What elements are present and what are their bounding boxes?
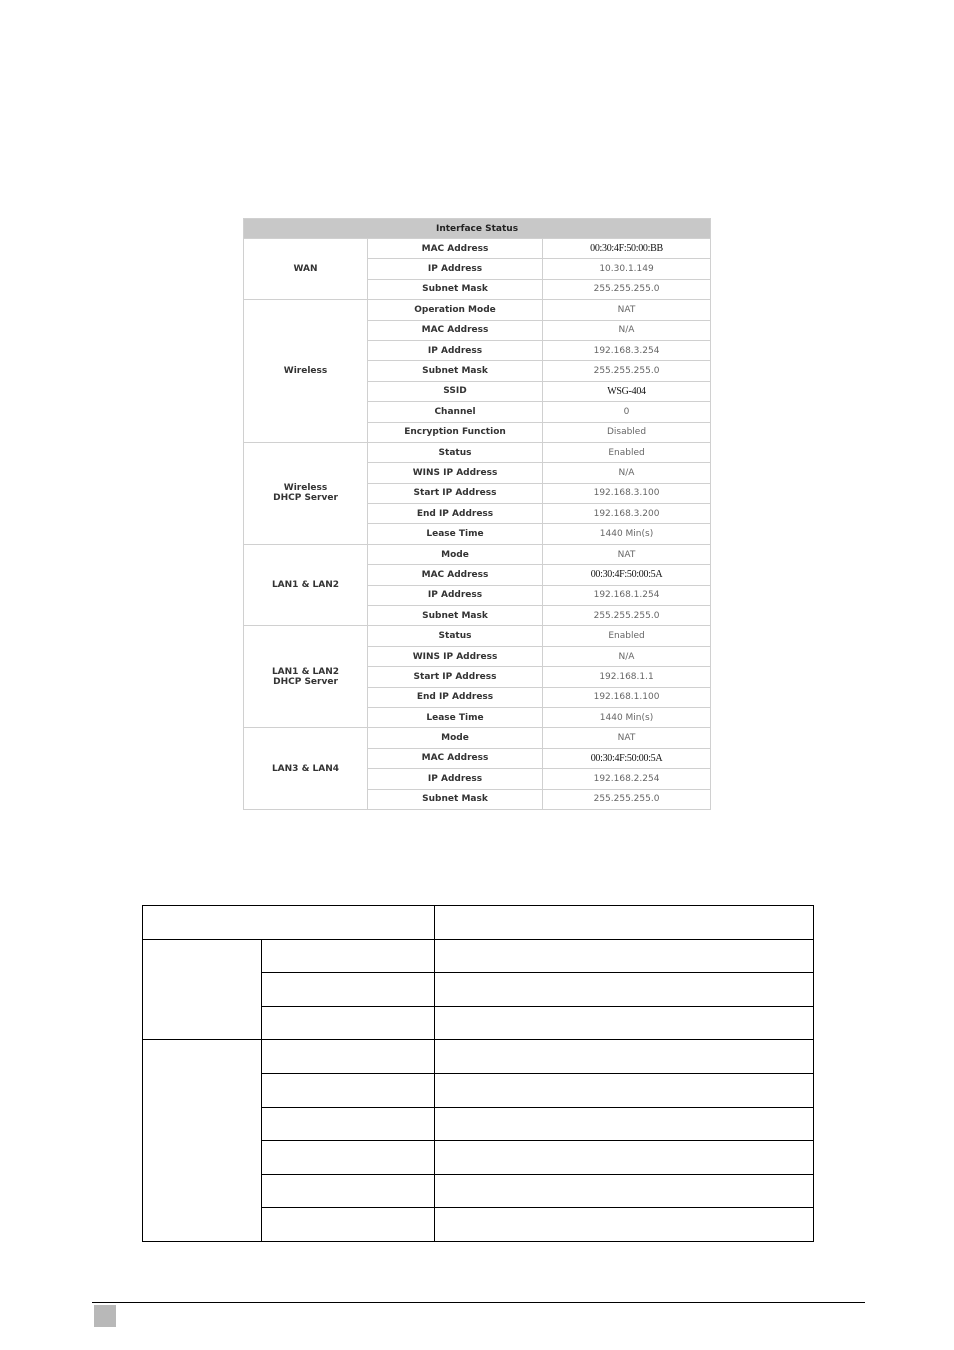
field-label: Start IP Address bbox=[368, 667, 543, 687]
table-cell bbox=[262, 1040, 435, 1074]
table-cell bbox=[435, 1040, 814, 1074]
table-row bbox=[143, 939, 814, 973]
field-value: 10.30.1.149 bbox=[543, 259, 711, 279]
field-label: MAC Address bbox=[368, 320, 543, 340]
field-label: Subnet Mask bbox=[368, 606, 543, 626]
field-value: NAT bbox=[543, 728, 711, 748]
field-label: MAC Address bbox=[368, 748, 543, 768]
table-row bbox=[244, 728, 711, 748]
table-row bbox=[244, 300, 711, 320]
footer-divider bbox=[92, 1302, 865, 1303]
table-row bbox=[244, 544, 711, 564]
field-value: N/A bbox=[543, 463, 711, 483]
field-value: NAT bbox=[543, 544, 711, 564]
field-value: 255.255.255.0 bbox=[543, 279, 711, 299]
field-label: Lease Time bbox=[368, 707, 543, 727]
field-label: WINS IP Address bbox=[368, 463, 543, 483]
field-value: 192.168.3.254 bbox=[543, 340, 711, 360]
group-label-wireless-dhcp bbox=[244, 442, 368, 544]
field-label: IP Address bbox=[368, 769, 543, 789]
table-cell bbox=[143, 906, 435, 940]
field-label: IP Address bbox=[368, 585, 543, 605]
table-cell bbox=[435, 906, 814, 940]
table-cell bbox=[262, 1208, 435, 1242]
field-value: 255.255.255.0 bbox=[543, 606, 711, 626]
field-value: 192.168.1.1 bbox=[543, 667, 711, 687]
field-label: End IP Address bbox=[368, 504, 543, 524]
field-value: WSG-404 bbox=[543, 381, 711, 401]
table-row bbox=[244, 239, 711, 259]
table-row bbox=[143, 1040, 814, 1074]
field-label: SSID bbox=[368, 381, 543, 401]
field-label: Subnet Mask bbox=[368, 279, 543, 299]
table-cell bbox=[262, 939, 435, 973]
field-label: IP Address bbox=[368, 259, 543, 279]
field-value: 192.168.1.254 bbox=[543, 585, 711, 605]
table-cell bbox=[143, 939, 262, 1040]
group-label-wan: WAN bbox=[244, 239, 368, 300]
table-cell bbox=[262, 1006, 435, 1040]
group-label-lan3-lan4: LAN3 & LAN4 bbox=[244, 728, 368, 810]
group-label-line: Wireless bbox=[283, 483, 328, 494]
group-label-lan1-lan2: LAN1 & LAN2 bbox=[244, 544, 368, 626]
table-cell bbox=[435, 1073, 814, 1107]
group-label-line: DHCP Server bbox=[273, 676, 338, 687]
field-value: 0 bbox=[543, 402, 711, 422]
field-label: Channel bbox=[368, 402, 543, 422]
table-header-row bbox=[143, 906, 814, 940]
field-value: N/A bbox=[543, 646, 711, 666]
field-label: Operation Mode bbox=[368, 300, 543, 320]
table-cell bbox=[435, 1208, 814, 1242]
table-cell bbox=[435, 1141, 814, 1175]
group-label-line: LAN1 & LAN2 bbox=[271, 666, 340, 677]
table-cell bbox=[262, 1141, 435, 1175]
table-cell bbox=[435, 1174, 814, 1208]
field-label: Encryption Function bbox=[368, 422, 543, 442]
field-value: Enabled bbox=[543, 442, 711, 462]
table-cell bbox=[143, 1040, 262, 1242]
page-number-box bbox=[94, 1305, 116, 1327]
field-label: Lease Time bbox=[368, 524, 543, 544]
table-title: Interface Status bbox=[244, 219, 711, 239]
interface-status-table bbox=[243, 218, 711, 810]
field-label: WINS IP Address bbox=[368, 646, 543, 666]
field-label: Start IP Address bbox=[368, 483, 543, 503]
table-cell bbox=[262, 973, 435, 1007]
field-label: Status bbox=[368, 442, 543, 462]
field-label: Status bbox=[368, 626, 543, 646]
field-value: Disabled bbox=[543, 422, 711, 442]
field-value: 1440 Min(s) bbox=[543, 707, 711, 727]
table-cell bbox=[262, 1073, 435, 1107]
table-row bbox=[244, 626, 711, 646]
field-value: 00:30:4F:50:00:BB bbox=[543, 239, 711, 259]
field-value: 192.168.3.200 bbox=[543, 504, 711, 524]
field-value: 00:30:4F:50:00:5A bbox=[543, 748, 711, 768]
field-label: Mode bbox=[368, 728, 543, 748]
group-label-line: DHCP Server bbox=[273, 493, 338, 504]
field-label: End IP Address bbox=[368, 687, 543, 707]
field-label: Subnet Mask bbox=[368, 361, 543, 381]
field-value: 192.168.3.100 bbox=[543, 483, 711, 503]
group-label-lan1-lan2-dhcp bbox=[244, 626, 368, 728]
table-cell bbox=[435, 1006, 814, 1040]
field-value: Enabled bbox=[543, 626, 711, 646]
table-cell bbox=[435, 939, 814, 973]
table-cell bbox=[262, 1107, 435, 1141]
table-header-row bbox=[244, 219, 711, 239]
description-table bbox=[142, 905, 814, 1242]
table-cell bbox=[435, 1107, 814, 1141]
field-value: 192.168.1.100 bbox=[543, 687, 711, 707]
field-value: NAT bbox=[543, 300, 711, 320]
table-row bbox=[244, 442, 711, 462]
field-value: 255.255.255.0 bbox=[543, 361, 711, 381]
group-label-wireless: Wireless bbox=[244, 300, 368, 443]
field-value: 255.255.255.0 bbox=[543, 789, 711, 809]
field-value: N/A bbox=[543, 320, 711, 340]
field-label: MAC Address bbox=[368, 565, 543, 585]
field-value: 1440 Min(s) bbox=[543, 524, 711, 544]
field-value: 00:30:4F:50:00:5A bbox=[543, 565, 711, 585]
field-value: 192.168.2.254 bbox=[543, 769, 711, 789]
field-label: IP Address bbox=[368, 340, 543, 360]
field-label: MAC Address bbox=[368, 239, 543, 259]
table-cell bbox=[435, 973, 814, 1007]
field-label: Subnet Mask bbox=[368, 789, 543, 809]
field-label: Mode bbox=[368, 544, 543, 564]
table-cell bbox=[262, 1174, 435, 1208]
